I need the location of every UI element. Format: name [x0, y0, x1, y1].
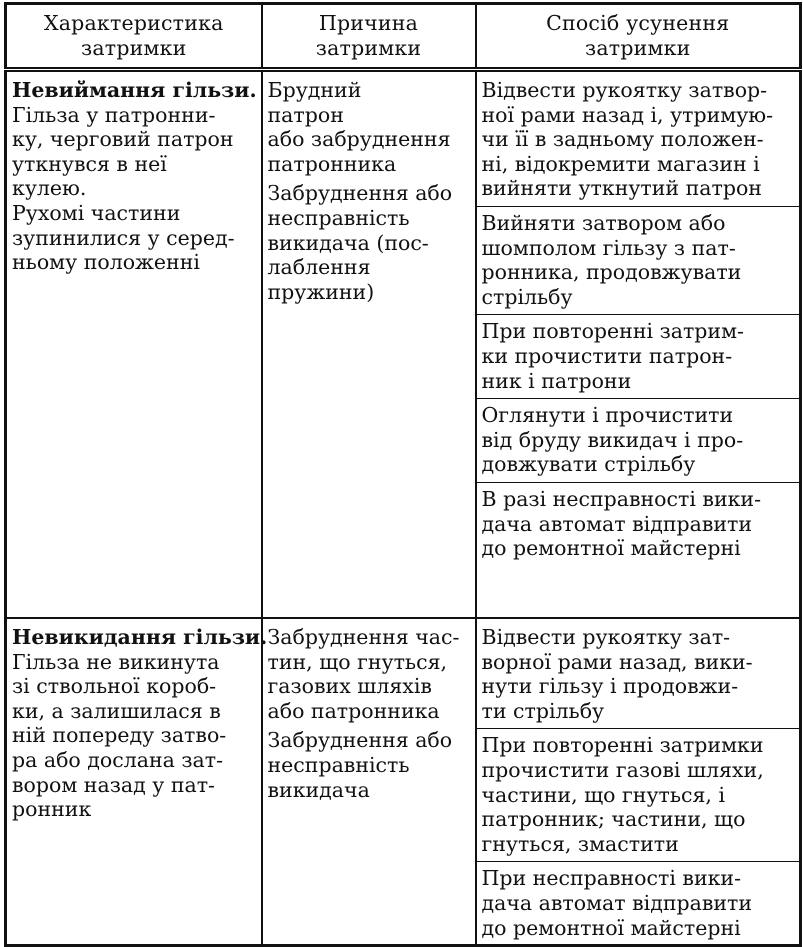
header-remedy [476, 4, 801, 70]
header-cause [262, 4, 476, 70]
remedy-line: прочистити газові шляхи, [481, 757, 764, 782]
remedy-line: ник і патрони [481, 368, 632, 393]
characteristic-title: Невикидання гільзи. [12, 625, 268, 649]
characteristic-line: ронник [12, 797, 92, 822]
cause-line: викидача (пос- [267, 230, 429, 255]
characteristic-cell [6, 70, 262, 619]
header-characteristic [6, 4, 262, 70]
characteristic-line: зі ствольної короб- [12, 674, 217, 699]
cause-line: Забруднення час- [267, 625, 460, 649]
remedy-divider [477, 861, 800, 862]
characteristic-line: уткнувся в неї [12, 151, 167, 176]
remedy-line: дача автомат відправити [481, 890, 753, 915]
remedy-divider [477, 398, 800, 399]
header-line: Характеристика [43, 11, 224, 35]
cause-line: викидача [267, 777, 370, 802]
header-line: Спосіб усунення [546, 11, 730, 35]
malfunction-table [4, 2, 802, 947]
remedy-item [482, 403, 796, 477]
characteristic-title: Невиймання гільзи. [12, 78, 257, 102]
characteristic-line: ньому положенні [12, 250, 200, 275]
cause-line: Брудний [267, 78, 362, 102]
remedy-item [482, 319, 796, 393]
cause-item [268, 78, 471, 176]
remedy-line: ні, відокремити магазин і [481, 151, 760, 176]
remedy-line: патронник; частини, що [481, 807, 746, 832]
header-line: затримки [315, 36, 422, 60]
remedy-item [482, 78, 796, 201]
cause-line: несправність [267, 205, 410, 230]
remedy-cell [476, 618, 801, 946]
remedy-divider [477, 482, 800, 483]
remedy-line: вийняти уткнутий патрон [481, 176, 762, 201]
cause-line: газових шляхів [267, 674, 432, 699]
table-row [6, 70, 801, 619]
remedy-line: частини, що гнуться, і [481, 782, 726, 807]
header-line: Причина [318, 11, 419, 35]
remedy-item [482, 211, 796, 309]
characteristic-line: ній попереду затво- [12, 723, 227, 748]
remedy-divider [477, 728, 800, 729]
characteristic-line: ра або дослана зат- [12, 747, 224, 772]
remedy-line: до ремонтної майстерні [481, 915, 741, 940]
remedy-line: від бруду викидач і про- [481, 427, 744, 452]
remedy-line: ронника, продовжувати [481, 260, 742, 285]
remedy-line: гнуться, змастити [481, 831, 679, 856]
remedy-divider [477, 314, 800, 315]
remedy-line: стрільбу [481, 284, 573, 309]
cause-line: пружини) [267, 279, 375, 304]
characteristic-cell [6, 618, 268, 946]
remedy-item [482, 733, 796, 856]
cause-line: Забруднення або [267, 728, 453, 753]
characteristic-line: Гільза не викинута [12, 649, 220, 674]
cause-line: несправність [267, 752, 410, 777]
remedy-line: Оглянути і прочистити [481, 403, 734, 428]
cause-line: або забруднення [267, 127, 451, 152]
characteristic-line: зупинилися у серед- [12, 225, 235, 250]
remedy-line: до ремонтної майстерні [481, 536, 741, 561]
remedy-line: При повторенні затримки [481, 733, 764, 758]
remedy-line: Вийняти затвором або [481, 210, 726, 235]
header-line: затримки [80, 36, 187, 60]
characteristic-line: Рухомі частини [12, 200, 181, 225]
header-line: затримки [584, 36, 691, 60]
remedy-item [482, 625, 796, 723]
remedy-line: ної рами назад і, утримую- [481, 102, 774, 127]
remedy-line: довжувати стрільбу [481, 452, 696, 477]
remedy-divider [477, 206, 800, 207]
remedy-line: ки прочистити патрон- [481, 343, 733, 368]
remedy-line: нути гільзу і продовжи- [481, 674, 739, 699]
cause-line: лаблення [267, 255, 371, 280]
remedy-line: Відвести рукоятку зат- [481, 625, 731, 649]
remedy-line: ти стрільбу [481, 698, 605, 723]
remedy-line: дача автомат відправити [481, 511, 753, 536]
cause-line: патронника [267, 151, 397, 176]
header-row [6, 4, 801, 70]
remedy-line: При несправності вики- [481, 866, 742, 891]
characteristic-line: Гільза у патронни- [12, 102, 216, 127]
cause-item [268, 625, 471, 723]
remedy-line: В разі несправності вики- [481, 486, 762, 511]
characteristic-line: ку, черговий патрон [12, 127, 234, 152]
cause-line: Забруднення або [267, 181, 453, 206]
cause-cell [262, 618, 476, 946]
remedy-cell [476, 70, 801, 619]
table-row [6, 618, 801, 946]
cause-line: або патронника [267, 698, 440, 723]
cause-cell [262, 70, 476, 619]
remedy-line: шомполом гільзу з пат- [481, 235, 736, 260]
remedy-line: ворної рами назад, вики- [481, 649, 753, 674]
cause-item [268, 728, 471, 802]
cause-item [268, 181, 471, 304]
cause-line: тин, що гнуться, [267, 649, 448, 674]
characteristic-line: кулею. [12, 176, 87, 201]
characteristic-line: вором назад у пат- [12, 772, 215, 797]
remedy-line: При повторенні затрим- [481, 319, 744, 344]
remedy-line: Відвести рукоятку затвор- [481, 78, 768, 102]
remedy-item [482, 866, 796, 940]
cause-line: патрон [267, 102, 344, 127]
characteristic-line: ки, а залишилася в [12, 698, 221, 723]
remedy-line: чи її в задньому положен- [481, 127, 764, 152]
remedy-item [482, 487, 796, 561]
